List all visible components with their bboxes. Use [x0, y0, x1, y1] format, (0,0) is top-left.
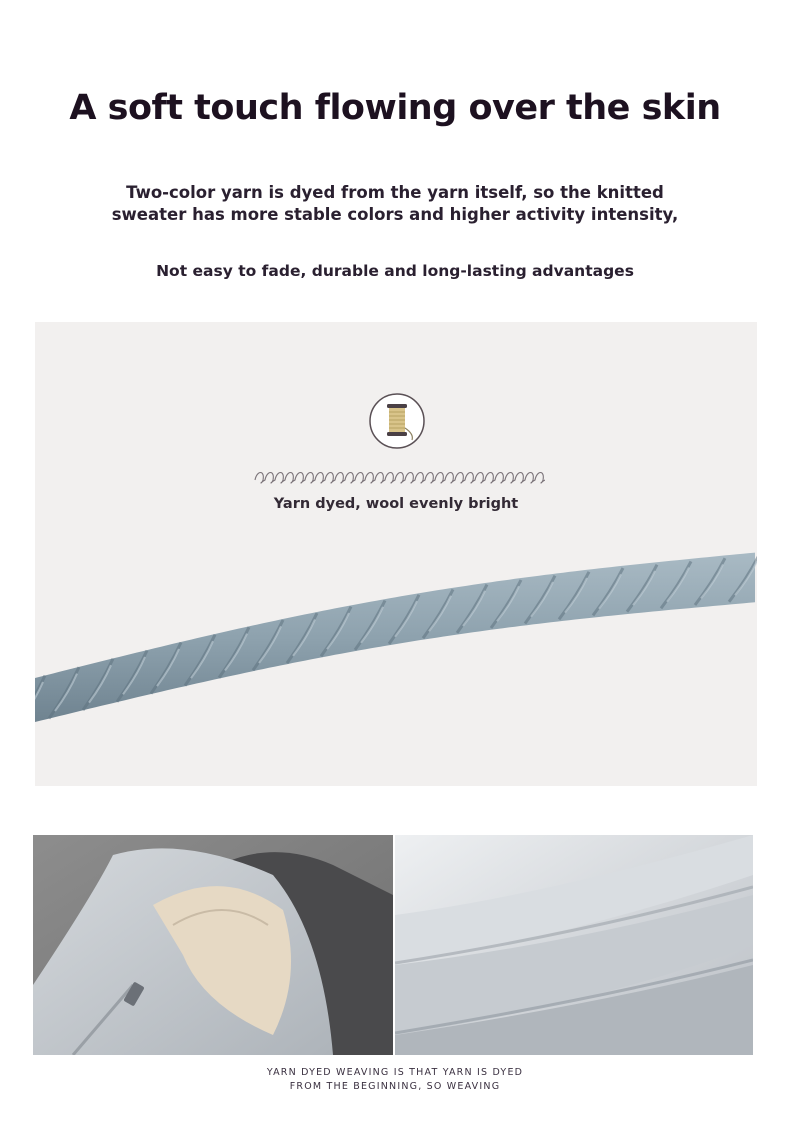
hoodie-photo: [33, 835, 393, 1055]
subtitle-line-1: Two-color yarn is dyed from the yarn itself, so the knitted: [126, 183, 664, 202]
twisted-yarn-rope: [35, 322, 757, 786]
tagline: Not easy to fade, durable and long-lasting advantages: [156, 262, 634, 280]
yarn-panel: [35, 322, 757, 786]
headline: A soft touch flowing over the skin: [69, 88, 721, 128]
yarn-caption: Yarn dyed, wool evenly bright: [273, 496, 519, 512]
fabric-closeup-photo: [395, 835, 753, 1055]
footer-line-1: YARN DYED WEAVING IS THAT YARN IS DYED: [266, 1067, 524, 1078]
subtitle: [100, 182, 690, 226]
subtitle-line-2: sweater has more stable colors and higher activity intensity,: [111, 205, 679, 224]
footer-line-2: FROM THE BEGINNING, SO WEAVING: [289, 1081, 501, 1092]
